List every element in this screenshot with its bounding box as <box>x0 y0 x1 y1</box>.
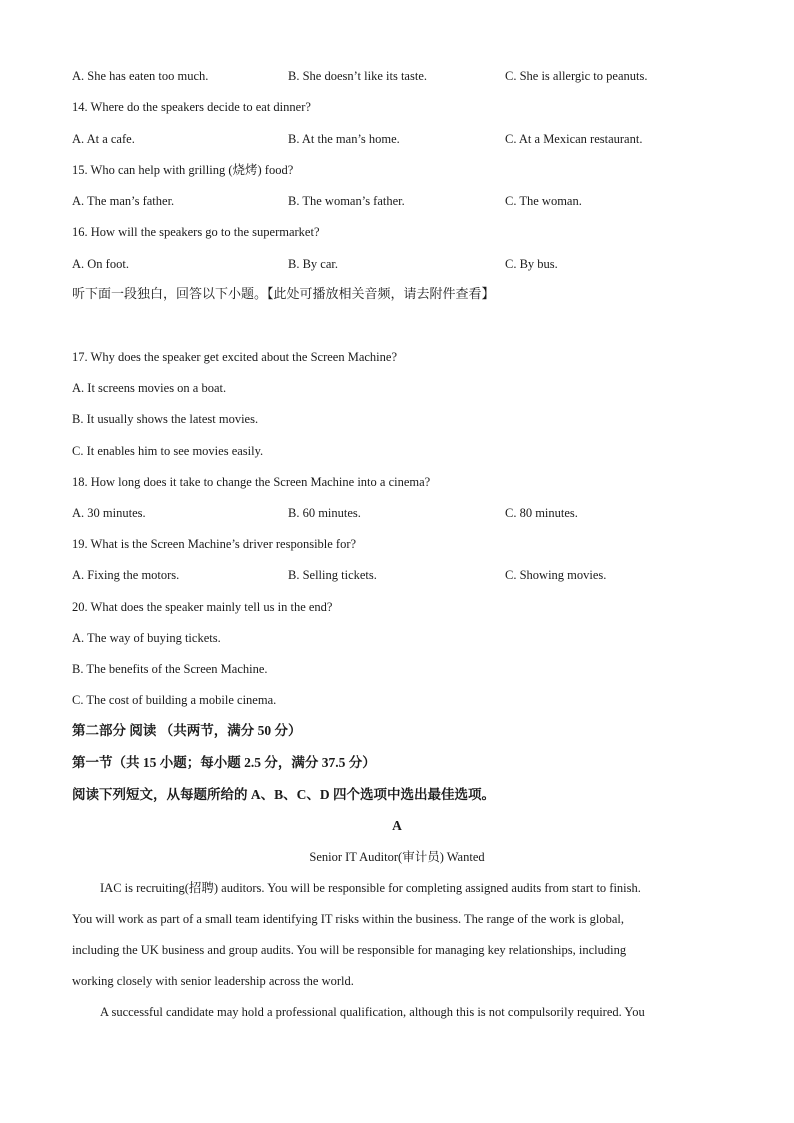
q16-question: 16. How will the speakers go to the supermarket? <box>72 225 320 239</box>
part2-title: 第二部分 阅读 （共两节，满分 50 分） <box>72 723 302 738</box>
q14-options <box>72 131 722 147</box>
q19-question: 19. What is the Screen Machine’s driver responsible for? <box>72 537 357 551</box>
q15-question: 15. Who can help with grilling (烧烤) food? <box>72 163 294 177</box>
q16-option-b: B. By car. <box>288 257 338 271</box>
q20-option-a: A. The way of buying tickets. <box>72 631 221 645</box>
q17-option-c: C. It enables him to see movies easily. <box>72 444 264 458</box>
q16-option-a: A. On foot. <box>72 257 129 271</box>
q18-option-a: A. 30 minutes. <box>72 506 146 520</box>
passage-line-4: working closely with senior leadership across the world. <box>72 974 354 988</box>
q16-option-c: C. By bus. <box>505 257 558 271</box>
q14-question: 14. Where do the speakers decide to eat dinner? <box>72 100 311 114</box>
q15-options <box>72 193 722 209</box>
reading-instruction: 阅读下列短文，从每题所给的 A、B、C、D 四个选项中选出最佳选项。 <box>72 787 496 802</box>
q17-question: 17. Why does the speaker get excited about the Screen Machine? <box>72 350 397 364</box>
q13-option-a: A. She has eaten too much. <box>72 69 209 83</box>
q13-option-c: C. She is allergic to peanuts. <box>505 69 648 83</box>
passage-line-1: IAC is recruiting(招聘) auditors. You will be responsible for completing assigned audits from start to finish. <box>100 881 641 895</box>
q19-options <box>72 567 722 583</box>
q15-option-a: A. The man’s father. <box>72 194 175 208</box>
passage-line-2: You will work as part of a small team identifying IT risks within the business. The range of the work is global, <box>72 912 625 926</box>
q20-option-b: B. The benefits of the Screen Machine. <box>72 662 268 676</box>
q14-option-c: C. At a Mexican restaurant. <box>505 132 643 146</box>
passage-line-3: including the UK business and group audits. You will be responsible for managing key relationships, including <box>72 943 627 957</box>
passage-title: Senior IT Auditor(审计员) Wanted <box>309 850 485 864</box>
q18-option-c: C. 80 minutes. <box>505 506 578 520</box>
q18-question: 18. How long does it take to change the Screen Machine into a cinema? <box>72 475 431 489</box>
q15-option-c: C. The woman. <box>505 194 582 208</box>
q19-option-b: B. Selling tickets. <box>288 568 377 582</box>
q13-options <box>72 68 722 84</box>
q15-option-b: B. The woman’s father. <box>288 194 405 208</box>
q17-option-a: A. It screens movies on a boat. <box>72 381 227 395</box>
q20-question: 20. What does the speaker mainly tell us in the end? <box>72 600 333 614</box>
section1-title: 第一节（共 15 小题；每小题 2.5 分，满分 37.5 分） <box>72 755 376 770</box>
q19-option-c: C. Showing movies. <box>505 568 607 582</box>
q19-option-a: A. Fixing the motors. <box>72 568 180 582</box>
q14-option-b: B. At the man’s home. <box>288 132 400 146</box>
q18-options <box>72 505 722 521</box>
passage-line-5: A successful candidate may hold a professional qualification, although this is not compulsorily required. You <box>100 1005 645 1019</box>
q20-option-c: C. The cost of building a mobile cinema. <box>72 693 277 707</box>
passage-letter: A <box>392 818 402 833</box>
q16-options <box>72 256 722 272</box>
q13-option-b: B. She doesn’t like its taste. <box>288 69 427 83</box>
q14-option-a: A. At a cafe. <box>72 132 135 146</box>
q18-option-b: B. 60 minutes. <box>288 506 361 520</box>
monologue-instruction: 听下面一段独白，回答以下小题。【此处可播放相关音频，请去附件查看】 <box>72 287 495 302</box>
q17-option-b: B. It usually shows the latest movies. <box>72 412 259 426</box>
